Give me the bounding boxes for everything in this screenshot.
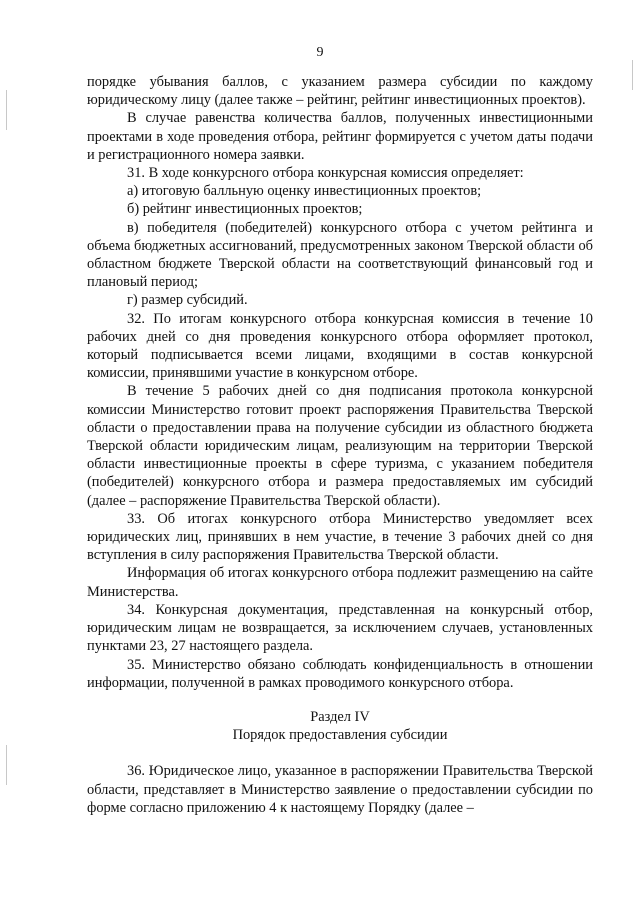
left-margin-mark — [6, 90, 7, 130]
document-body — [87, 73, 593, 817]
clause-34: 34. Конкурсная документация, представленная на конкурсный отбор, юридическим лицам не возвращается, за исключением случаев, установленных пунктами 23, 27 настоящего раздела. — [87, 601, 593, 655]
paragraph-continuation: порядке убывания баллов, с указанием размера субсидии по каждому юридическому лицу (далее также – рейтинг, рейтинг инвестиционных проектов). — [87, 74, 593, 109]
paragraph: Информация об итогах конкурсного отбора подлежит размещению на сайте Министерства. — [87, 565, 593, 600]
clause-31: 31. В ходе конкурсного отбора конкурсная комиссия определяет: — [127, 165, 524, 182]
clause-31-item-a: а) итоговую балльную оценку инвестиционных проектов; — [127, 183, 482, 200]
section-title: Порядок предоставления субсидии — [232, 727, 448, 744]
paragraph: В течение 5 рабочих дней со дня подписания протокола конкурсной комиссии Министерство готовит проект распоряжения Правительства Тверской области о предоставлении права на получение субсидии из областного бюджета Тверской области юридическим лицам, реализующим на территории Тверской области инвестиционные проекты в сфере туризма, с указанием победителя (победителей) конкурсного отбора и размера предоставляемых им субсидий (далее – распоряжение Правительства Тверской области). — [87, 383, 593, 509]
right-margin-mark — [632, 60, 633, 90]
paragraph: В случае равенства количества баллов, полученных инвестиционными проектами в ходе проведения отбора, рейтинг формируется с учетом даты подачи и регистрационного номера заявки. — [87, 110, 593, 163]
left-margin-mark-lower — [6, 745, 7, 785]
clause-31-item-g: г) размер субсидий. — [127, 292, 248, 309]
clause-35: 35. Министерство обязано соблюдать конфиденциальность в отношении информации, полученной в рамках проводимого конкурсного отбора. — [87, 656, 593, 691]
clause-31-item-v: в) победителя (победителей) конкурсного отбора с учетом рейтинга и объема бюджетных ассигнований, предусмотренных законом Тверской области об областном бюджете Тверской области на соответствующий финансовый год и плановый период; — [87, 219, 593, 291]
clause-31-item-b: б) рейтинг инвестиционных проектов; — [127, 201, 363, 218]
page-number: 9 — [316, 45, 324, 60]
clause-36: 36. Юридическое лицо, указанное в распоряжении Правительства Тверской области, представляет в Министерство заявление о предоставлении субсидии по форме согласно приложению 4 к настоящему Порядку (далее – — [87, 763, 593, 816]
clause-32: 32. По итогам конкурсного отбора конкурсная комиссия в течение 10 рабочих дней со дня проведения конкурсного отбора оформляет протокол, который подписывается всеми лицами, входящими в состав конкурсной комиссии, принявшими участие в конкурсном отборе. — [87, 310, 593, 382]
section-number: Раздел IV — [310, 708, 370, 725]
clause-33: 33. Об итогах конкурсного отбора Министерство уведомляет всех юридических лиц, принявших в нем участие, в течение 3 рабочих дней со дня вступления в силу распоряжения Правительства Тверской области. — [87, 510, 593, 564]
